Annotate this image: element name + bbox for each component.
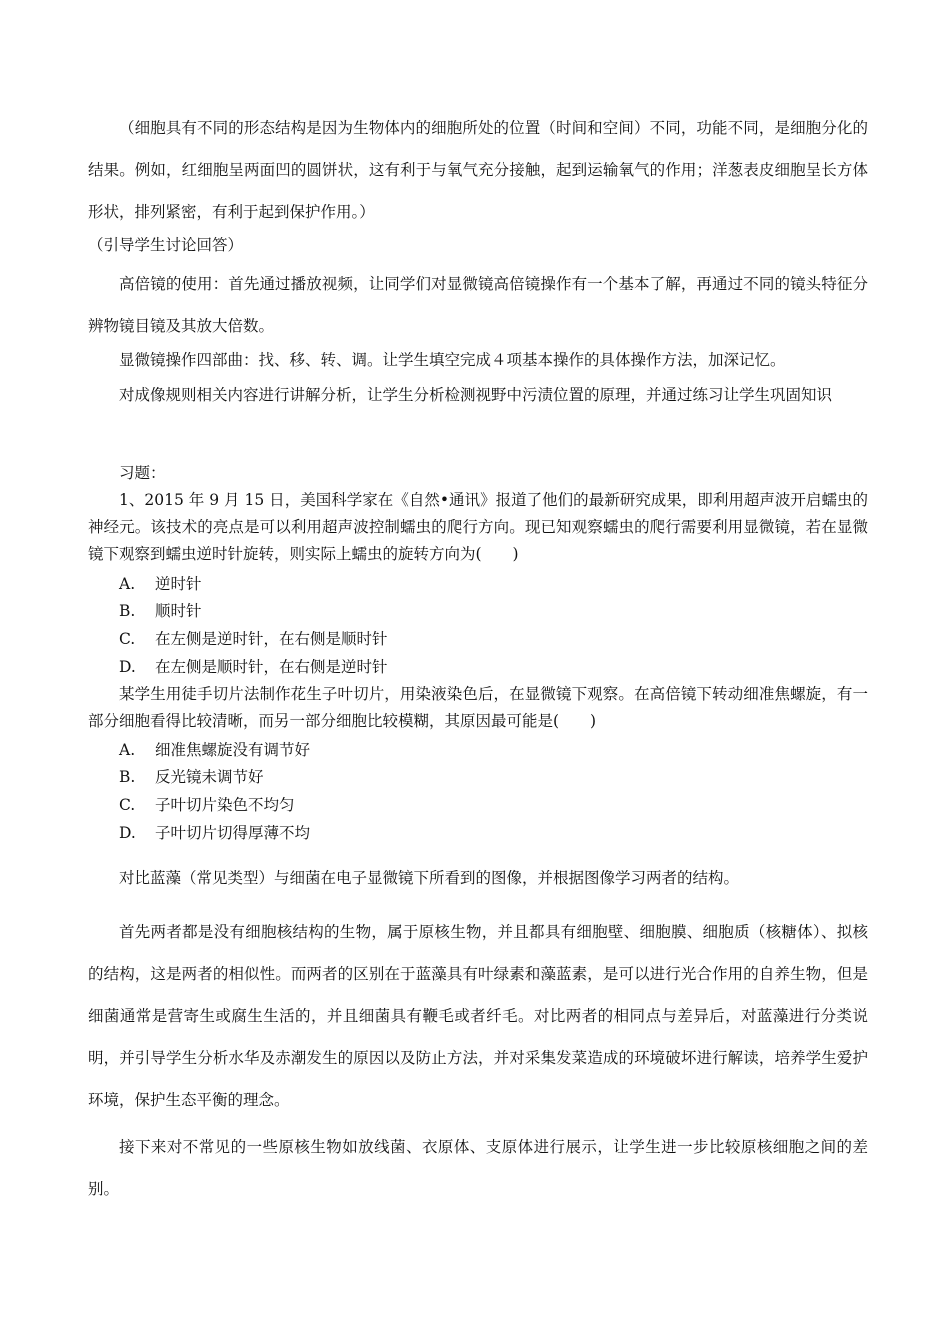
question-2-option-a: A. 细准焦螺旋没有调节好 xyxy=(119,741,311,759)
question-1-option-b: B. 顺时针 xyxy=(119,602,202,620)
question-2-option-d: D. 子叶切片切得厚薄不均 xyxy=(119,824,311,842)
question-2-option-b: B. 反光镜未调节好 xyxy=(119,768,264,786)
question-1-option-a: A. 逆时针 xyxy=(119,575,202,593)
paragraph-prokaryote-comparison: 首先两者都是没有细胞核结构的生物，属于原核生物，并且都具有细胞壁、细胞膜、细胞质（核糖体）、拟核的结构，这是两者的相似性。而两者的区别在于蓝藻具有叶绿素和藻蓝素，是可以进行光合作用的自养生物，但是细菌通常是营寄生或腐生生活的，并且细菌具有鞭毛或者纤毛。对比两者的相同点与差异后，对蓝藻进行分类说明，并引导学生分析水华及赤潮发生的原因以及防止方法，并对采集发菜造成的环境破坏进行解读，培养学生爱护环境，保护生态平衡的理念。 xyxy=(88,923,868,1109)
question-2-option-c: C. 子叶切片染色不均匀 xyxy=(119,796,295,814)
paragraph-cell-shape-explanation: （细胞具有不同的形态结构是因为生物体内的细胞所处的位置（时间和空间）不同，功能不同，是细胞分化的结果。例如，红细胞呈两面凹的圆饼状，这有利于与氧气充分接触，起到运输氧气的作用；洋葱表皮细胞呈长方体形状，排列紧密，有利于起到保护作用。） xyxy=(88,119,868,221)
question-1-option-d: D. 在左侧是顺时针，在右侧是逆时针 xyxy=(119,658,388,676)
exercise-label: 习题： xyxy=(119,464,166,482)
paragraph-high-power-lens: 高倍镜的使用：首先通过播放视频，让同学们对显微镜高倍镜操作有一个基本了解，再通过不同的镜头特征分辨物镜目镜及其放大倍数。 xyxy=(88,275,868,335)
question-2-text: 某学生用徒手切片法制作花生子叶切片，用染液染色后，在显微镜下观察。在高倍镜下转动细准焦螺旋，有一部分细胞看得比较清晰，而另一部分细胞比较模糊，其原因最可能是( ) xyxy=(88,685,868,730)
paragraph-cyanobacteria-vs-bacteria: 对比蓝藻（常见类型）与细菌在电子显微镜下所看到的图像，并根据图像学习两者的结构。 xyxy=(119,869,740,887)
paragraph-microscope-four-steps: 显微镜操作四部曲：找、移、转、调。让学生填空完成４项基本操作的具体操作方法，加深记忆。 xyxy=(119,351,786,369)
paragraph-other-prokaryotes: 接下来对不常见的一些原核生物如放线菌、衣原体、支原体进行展示，让学生进一步比较原核细胞之间的差别。 xyxy=(88,1138,868,1198)
question-1-option-c: C. 在左侧是逆时针，在右侧是顺时针 xyxy=(119,630,388,648)
paragraph-guide-discussion: （引导学生讨论回答） xyxy=(88,236,244,254)
paragraph-imaging-rules: 对成像规则相关内容进行讲解分析，让学生分析检测视野中污渍位置的原理，并通过练习让学生巩固知识 xyxy=(119,386,833,404)
question-1-text: 1、2015 年 9 月 15 日，美国科学家在《自然•通讯》报道了他们的最新研究成果，即利用超声波开启蠕虫的神经元。该技术的亮点是可以利用超声波控制蠕虫的爬行方向。现已知观察蠕虫的爬行需要利用显微镜，若在显微镜下观察到蠕虫逆时针旋转，则实际上蠕虫的旋转方向为( ) xyxy=(88,491,868,563)
